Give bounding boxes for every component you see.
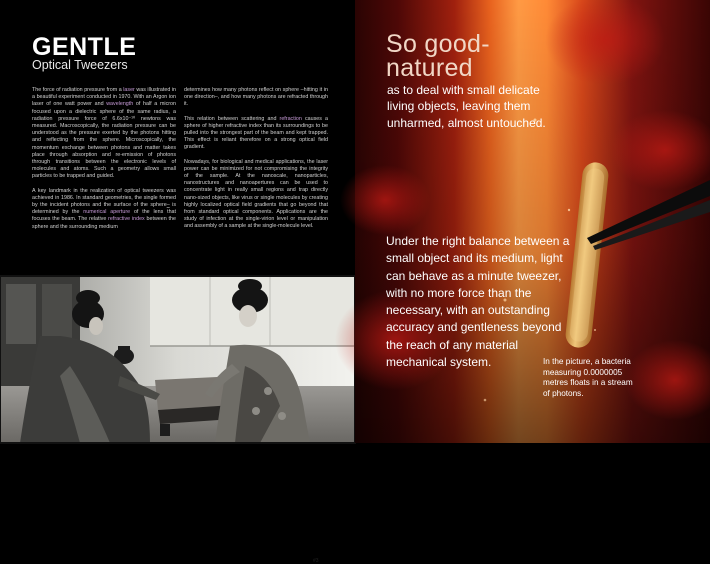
text-run: of half a micron focused upon a dielectric sphere of the same radius, a radiation pressure force of 6.6x10⁻¹⁰ newtons was measured. Macroscopically, the radiation pressure can be understood as the pressure exerted by the photons hitting and reflecting from the sphere. Microscopically, the momentum exchange between photons and matter takes place through absorption and re-emission of photons through transitions between the electronic levels of molecules and atoms. Such a geometry allows small particles to be trapped and guided. (32, 101, 176, 180)
text-column-right (184, 87, 328, 238)
pull-quote-headline: So good-natured (386, 30, 490, 82)
paragraph (32, 188, 176, 231)
text-run: was illustrated in a beautiful experiment conducted in 1970. With an Argon ion laser of one watt power and (32, 87, 176, 108)
text-run: This relation between scattering and (184, 115, 280, 122)
paragraph (184, 87, 328, 109)
text-column-left (32, 87, 176, 238)
text-run: is determined by the (32, 202, 177, 216)
text-run: between the sphere and the surrounding medium (32, 216, 176, 230)
highlighted-term: laser (123, 87, 135, 93)
article-subtitle: Optical Tweezers (32, 58, 128, 72)
text-run: Nowadays, for biological and medical applications, the laser power can be minimized for not compromising the integrity of the sample. At the nanoscale, nanoparticles, nanostructures and nanoapertures can be used to concentrate light in really small regions and trap directly nano-sized objects, like virus or single molecules by creating highly localized optical field gradients that go beyond that from standard optical components. Applications are the study of infection at the single-virion level or manipulation and assembly of a sample at the single-molecule level. (184, 158, 328, 230)
pull-quote-subline: as to deal with small delicate living objects, leaving them unharmed, almost untouched. (387, 83, 546, 130)
highlighted-term: refractive index (108, 216, 145, 223)
underlined-text: – (166, 202, 170, 209)
pull-quote-body: Under the right balance between a small object and its medium, light can behave as a minute tweezer, with no more force than the necessary, with an outstanding accuracy and gentleness beyond the reach of any material mechanical system. (386, 234, 570, 370)
text-run: A key landmark in the realization of optical tweezers was achieved in 1986. In standard geometries, the single formed by the incident photons and the surface of the sphere (32, 187, 176, 209)
geisha-photograph (0, 276, 355, 564)
text-run: of the lens that focuses the beam. The relative (32, 209, 176, 223)
text-run: determines how many photons reflect on sphere –hitting it in one direction–, and how many photons are refracted through it. (184, 87, 328, 108)
article-title: GENTLE (32, 33, 137, 61)
paragraph (184, 116, 328, 152)
text-run: causes a sphere of higher refractive index than its surroundings to be pulled into the strongest part of the beam and kept trapped. This effect is reliant therefore on a strong optical field gradient. (184, 115, 328, 151)
highlighted-term: wavelength (106, 101, 134, 108)
paragraph (184, 159, 328, 231)
right-page (355, 0, 710, 443)
photo-credit: #3 (313, 558, 319, 564)
image-caption: In the picture, a bacteria measuring 0.0000005 metres floats in a stream of photons. (543, 357, 633, 398)
text-run: The force of radiation pressure from a (32, 87, 124, 93)
highlighted-term: refraction (279, 115, 302, 122)
highlighted-term: numerical aperture (83, 209, 131, 216)
paragraph (32, 87, 176, 181)
